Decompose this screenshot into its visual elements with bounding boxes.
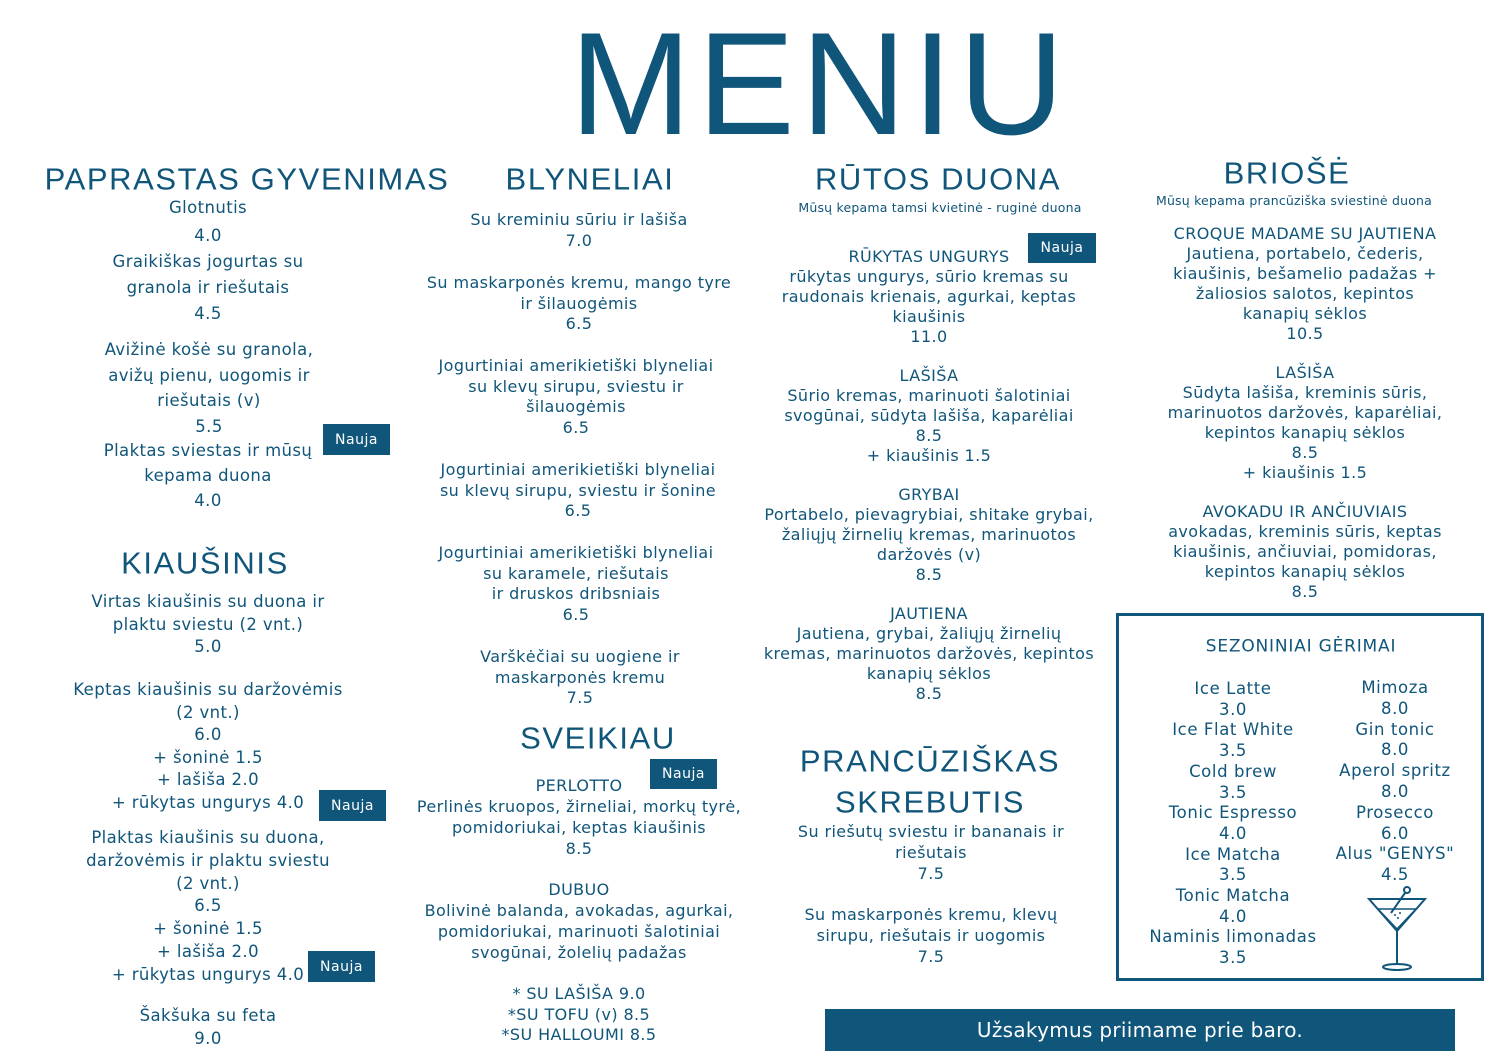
item-price: 6.0 [1380, 823, 1410, 843]
menu-item-line: CROQUE MADAME SU JAUTIENA [1173, 224, 1437, 243]
menu-item-line: Naminis limonadas [1149, 927, 1317, 947]
menu-item-line: Tonic Matcha [1175, 885, 1291, 905]
item-price: 8.5 [915, 426, 943, 445]
menu-item-line: pomidoriukai, keptas kiaušinis [451, 818, 707, 837]
menu-item-line: Su kreminiu sūriu ir lašiša [470, 210, 688, 229]
item-price: 8.0 [1380, 781, 1410, 801]
section-subtitle: Mūsų kepama tamsi kvietinė - ruginė duona [798, 199, 1082, 215]
menu-item-line: marinuotos daržovės, kaparėliai, [1167, 403, 1443, 422]
menu-item-line: žaliosios salotos, kepintos [1195, 284, 1415, 303]
menu-item-line: ir druskos dribsniais [491, 584, 661, 604]
item-price: 6.5 [194, 896, 222, 916]
drinks-title: SEZONINIAI GĖRIMAI [1205, 636, 1397, 657]
section-title: KIAUŠINIS [121, 545, 289, 581]
menu-item-line: Tonic Espresso [1168, 802, 1298, 822]
menu-item-line: (2 vnt.) [176, 873, 240, 893]
item-price: 10.5 [1286, 324, 1324, 343]
item-price: 6.0 [194, 724, 222, 744]
item-price: 3.5 [1218, 782, 1248, 802]
menu-item-line: maskarponės kremu [494, 667, 666, 687]
item-price: 7.0 [565, 230, 593, 250]
menu-item-line: Su riešutų sviestu ir bananais ir [797, 822, 1065, 841]
menu-item-line: rūkytas ungurys, sūrio kremas su [789, 267, 1069, 286]
menu-item-line: Avižinė košė su granola, [104, 339, 314, 359]
menu-item-line: Mimoza [1361, 677, 1429, 697]
item-price: 8.5 [915, 684, 943, 703]
menu-item-line: Keptas kiaušinis su daržovėmis [73, 679, 343, 699]
section-title: BRIOŠĖ [1223, 155, 1351, 191]
item-price: 4.0 [1218, 823, 1248, 843]
menu-item-line: + rūkytas ungurys 4.0 [111, 964, 305, 984]
menu-item-line: Sūdyta lašiša, kreminis sūris, [1182, 383, 1428, 402]
item-price: 7.5 [566, 688, 594, 707]
menu-item-line: Aperol spritz [1339, 760, 1451, 780]
menu-item-line: kepintos kanapių sėklos [1204, 423, 1406, 442]
menu-item-line: žaliųjų žirnelių kremas, marinuotos [781, 525, 1077, 544]
new-item-badge: Nauja [650, 759, 717, 789]
menu-item-line: LAŠIŠA [899, 366, 959, 385]
menu-item-line: Ice Latte [1194, 678, 1272, 698]
menu-item-line: Gin tonic [1355, 719, 1435, 739]
menu-item-line: + kiaušinis 1.5 [1242, 463, 1368, 482]
item-price: 11.0 [910, 327, 948, 346]
section-title: RŪTOS DUONA [814, 161, 1062, 197]
menu-item-line: + kiaušinis 1.5 [866, 446, 992, 465]
menu-item-line: Ice Matcha [1185, 844, 1281, 864]
menu-item-line: DUBUO [548, 880, 610, 899]
item-price: 6.5 [562, 418, 590, 438]
menu-item-line: Glotnutis [168, 197, 248, 217]
menu-item-line: + lašiša 2.0 [157, 770, 259, 790]
item-price: 6.5 [562, 605, 590, 625]
item-price: 8.5 [1291, 582, 1319, 601]
menu-item-line: pomidoriukai, marinuoti šalotiniai [437, 922, 721, 941]
item-price: 7.5 [917, 947, 945, 966]
menu-item-line: Jautiena, grybai, žaliųjų žirnelių [796, 624, 1062, 643]
menu-item-line: kiaušinis, ančiuviai, pomidoras, [1173, 542, 1437, 561]
menu-item-line: JAUTIENA [890, 604, 968, 623]
menu-item-line: GRYBAI [898, 485, 960, 504]
menu-item-line: raudonais krienais, agurkai, keptas [781, 287, 1077, 306]
item-price: 8.0 [1380, 698, 1410, 718]
menu-item-line: + šoninė 1.5 [153, 747, 263, 767]
menu-item-line: PERLOTTO [535, 776, 623, 795]
item-price: 3.5 [1218, 947, 1248, 967]
menu-item-line: Jogurtiniai amerikietiški blyneliai [438, 543, 714, 562]
menu-item-line: riešutais (v) [157, 390, 261, 410]
menu-item-line: LAŠIŠA [1275, 363, 1335, 382]
order-at-bar-banner: Užsakymus priimame prie baro. [825, 1009, 1455, 1051]
menu-title: MENIU [569, 2, 1071, 165]
menu-item-line: Varškėčiai su uogiene ir [480, 647, 680, 666]
item-price: 4.0 [1218, 906, 1248, 926]
menu-item-line: su klevų sirupu, sviestu ir šonine [439, 480, 717, 500]
menu-item-line: kremas, marinuotos daržovės, kepintos [763, 644, 1095, 663]
menu-item-line: avokadas, kreminis sūris, keptas [1168, 522, 1442, 541]
new-item-badge: Nauja [308, 951, 375, 982]
section-title: SVEIKIAU [520, 720, 676, 756]
menu-item-line: kiaušinis [892, 307, 966, 326]
menu-item-line: su klevų sirupu, sviestu ir [468, 376, 684, 396]
menu-item-line: Jogurtiniai amerikietiški blyneliai [438, 356, 714, 375]
item-price: 3.5 [1218, 865, 1248, 885]
menu-item-line: svogūnai, sūdyta lašiša, kaparėliai [784, 406, 1074, 425]
item-price: 4.5 [1380, 864, 1410, 884]
menu-item-line: kanapių sėklos [866, 664, 992, 683]
item-price: 7.5 [917, 864, 945, 883]
menu-item-line: su karamele, riešutais [483, 563, 669, 583]
menu-item-line: (2 vnt.) [176, 702, 240, 722]
section-title: BLYNELIAI [505, 161, 675, 197]
item-price: 4.5 [194, 303, 222, 323]
new-item-badge: Nauja [319, 790, 386, 821]
item-price: 3.5 [1218, 740, 1248, 760]
menu-item-line: avižų pienu, uogomis ir [108, 365, 310, 385]
item-price: 3.0 [1218, 699, 1248, 719]
menu-item-line: Graikiškas jogurtas su [112, 251, 304, 271]
item-price: 8.0 [1380, 740, 1410, 760]
menu-item-line: šilauogėmis [526, 397, 626, 417]
menu-item-line: Su maskarponės kremu, klevų [804, 905, 1058, 924]
menu-item-line: svogūnai, žolelių padažas [471, 943, 687, 962]
menu-item-line: kepama duona [144, 465, 272, 485]
menu-item-line: PRANCŪZIŠKAS [799, 743, 1061, 779]
menu-item-line: Su maskarponės kremu, mango tyre [426, 273, 732, 292]
menu-item-line: Plaktas sviestas ir mūsų [103, 440, 313, 460]
menu-item-line: RŪKYTAS UNGURYS [848, 247, 1010, 266]
menu-item-line: plaktu sviestu (2 vnt.) [112, 614, 304, 634]
menu-item-line: Prosecco [1356, 802, 1434, 822]
menu-item-line: SKREBUTIS [834, 784, 1026, 820]
menu-item-line: kiaušinis, bešamelio padažas + [1173, 264, 1437, 283]
menu-item-line: + lašiša 2.0 [157, 941, 259, 961]
menu-item-line: *SU TOFU (v) 8.5 [507, 1004, 651, 1024]
item-price: 8.5 [565, 839, 593, 858]
menu-item-line: + šoninė 1.5 [153, 918, 263, 938]
menu-item-line: Plaktas kiaušinis su duona, [91, 827, 325, 847]
menu-item-line: Alus "GENYS" [1335, 844, 1455, 864]
menu-item-line: AVOKADU IR ANČIUVIAIS [1202, 502, 1408, 521]
item-price: 4.0 [194, 225, 222, 245]
menu-item-line: sirupu, riešutais ir uogomis [816, 926, 1046, 945]
section-title: PAPRASTAS GYVENIMAS [44, 161, 450, 197]
menu-item-line: Virtas kiaušinis su duona ir [91, 591, 325, 611]
menu-item-line: Sūrio kremas, marinuoti šalotiniai [787, 386, 1071, 405]
section-subtitle: Mūsų kepama prancūziška sviestinė duona [1155, 192, 1433, 208]
menu-item-line: riešutais [895, 843, 967, 862]
new-item-badge: Nauja [1028, 233, 1096, 263]
item-price: 6.5 [564, 501, 592, 520]
menu-item-line: Portabelo, pievagrybiai, shitake grybai, [764, 505, 1094, 524]
item-price: 9.0 [194, 1028, 222, 1048]
item-price: 8.5 [915, 565, 943, 584]
menu-item-line: kepintos kanapių sėklos [1204, 562, 1406, 581]
menu-item-line: Jogurtiniai amerikietiški blyneliai [440, 460, 716, 479]
menu-item-line: + rūkytas ungurys 4.0 [111, 792, 305, 812]
menu-item-line: Cold brew [1189, 761, 1277, 781]
item-price: 5.5 [195, 416, 223, 436]
menu-item-line: Šakšuka su feta [139, 1005, 277, 1025]
menu-item-line: Bolivinė balanda, avokadas, agurkai, [424, 901, 734, 920]
menu-item-line: ir šilauogėmis [520, 293, 638, 313]
menu-item-line: * SU LAŠIŠA 9.0 [512, 984, 646, 1003]
item-price: 4.0 [194, 490, 222, 510]
menu-item-line: Ice Flat White [1172, 720, 1294, 740]
menu-item-line: Jautiena, portabelo, čederis, [1186, 244, 1424, 263]
cocktail-glass-icon [1365, 883, 1429, 973]
menu-item-line: granola ir riešutais [126, 277, 290, 297]
menu-item-line: Perlinės kruopos, žirneliai, morkų tyrė, [416, 797, 742, 816]
item-price: 8.5 [1291, 443, 1319, 462]
menu-item-line: *SU HALLOUMI 8.5 [501, 1025, 657, 1044]
item-price: 6.5 [565, 314, 593, 333]
menu-item-line: daržovės (v) [876, 545, 982, 564]
menu-item-line: daržovėmis ir plaktu sviestu [86, 850, 330, 870]
menu-item-line: kanapių sėklos [1242, 304, 1368, 323]
item-price: 5.0 [194, 636, 222, 656]
new-item-badge: Nauja [323, 424, 390, 455]
